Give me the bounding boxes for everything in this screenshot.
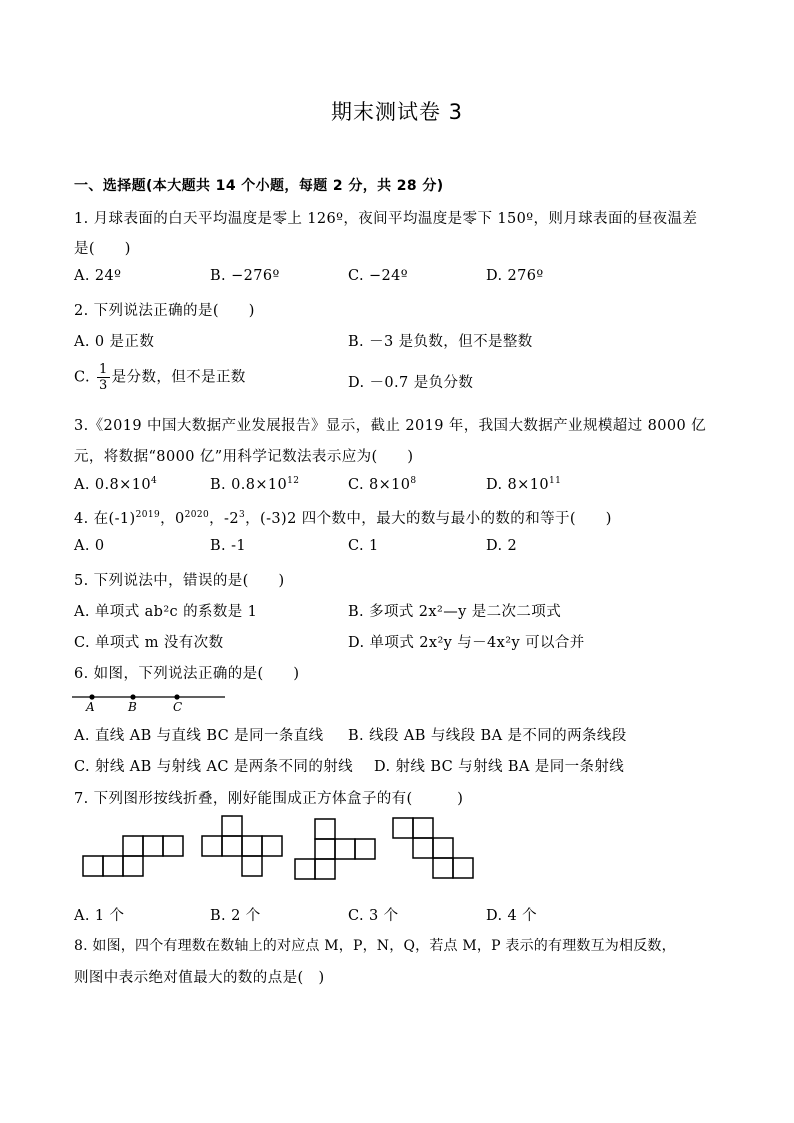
q2-option-d[interactable]: D. －0.7 是负分数 (348, 375, 474, 391)
q7-option-c[interactable]: C. 3 个 (348, 908, 399, 924)
point-a-label: A (86, 700, 95, 714)
q7-net-figure-1 (82, 835, 188, 879)
fraction-one-third (97, 362, 110, 393)
q2-stem: 2. 下列说法正确的是( ) (74, 303, 255, 319)
q3-option-a-exponent: 4 (150, 476, 158, 486)
q4-option-a[interactable]: A. 0 (74, 538, 105, 554)
q4-stem-part: ，0 (160, 511, 185, 527)
q4-stem (74, 507, 612, 528)
q6-option-a[interactable]: A. 直线 AB 与直线 BC 是同一条直线 (74, 728, 324, 744)
q1-option-b[interactable]: B. −276º (210, 268, 280, 284)
point-b-label: B (128, 700, 137, 714)
q1-option-d[interactable]: D. 276º (486, 268, 544, 284)
q7-option-d[interactable]: D. 4 个 (486, 908, 538, 924)
point-a (89, 694, 94, 699)
q4-option-d[interactable]: D. 2 (486, 538, 518, 554)
q4-stem-part: 2 四个数中，最大的数与最小的数的和等于( ) (287, 511, 612, 527)
q7-option-b[interactable]: B. 2 个 (210, 908, 261, 924)
q8-stem-line1: 8. 如图，四个有理数在数轴上的对应点 M，P，N，Q，若点 M，P 表示的有理数互为相反数， (74, 938, 676, 954)
fraction-denominator: 3 (99, 378, 108, 393)
point-c-label: C (173, 700, 183, 714)
q6-option-d[interactable]: D. 射线 BC 与射线 BA 是同一条射线 (374, 759, 625, 775)
q3-option-c-exponent: 8 (410, 476, 417, 486)
q5-option-b[interactable]: B. 多项式 2x²—y 是二次二项式 (348, 604, 562, 620)
q2-option-c-prefix: C. (74, 369, 95, 386)
q1-stem-line2: 是( ) (74, 241, 131, 257)
q5-option-a[interactable]: A. 单项式 ab²c 的系数是 1 (74, 604, 258, 620)
fraction-numerator: 1 (99, 362, 108, 377)
q1-option-c[interactable]: C. −24º (348, 268, 409, 284)
q1-stem-line1: 1. 月球表面的白天平均温度是零上 126º，夜间平均温度是零下 150º，则月球表面的昼夜温差 (74, 211, 698, 227)
q4-stem-part: ，-2 (209, 511, 239, 527)
q7-net-figure-4 (392, 817, 478, 881)
section-heading-choice: 一、选择题(本大题共 14 个小题，每题 2 分，共 28 分) (74, 178, 444, 194)
q3-option-d-base: D. 8×10 (486, 477, 549, 493)
q4-exponent: 2019 (135, 510, 161, 520)
q7-stem: 7. 下列图形按线折叠，刚好能围成正方体盒子的有( ) (74, 791, 464, 807)
page-title: 期末测试卷 3 (330, 100, 464, 124)
q5-option-c[interactable]: C. 单项式 m 没有次数 (74, 635, 224, 651)
q5-option-d[interactable]: D. 单项式 2x²y 与－4x²y 可以合并 (348, 635, 585, 651)
q3-option-d[interactable] (486, 476, 561, 493)
q2-option-c-text: 是分数，但不是正数 (111, 369, 246, 386)
q3-option-c[interactable] (348, 476, 417, 493)
q3-option-b[interactable] (210, 476, 299, 493)
q3-option-a[interactable] (74, 476, 157, 493)
q7-option-a[interactable]: A. 1 个 (74, 908, 125, 924)
q4-option-c[interactable]: C. 1 (348, 538, 379, 554)
q2-option-b[interactable]: B. －3 是负数，但不是整数 (348, 334, 533, 350)
q3-option-b-base: B. 0.8×10 (210, 477, 288, 493)
q7-net-figure-2 (201, 815, 287, 879)
q3-option-b-exponent: 12 (287, 476, 300, 486)
q3-option-a-base: A. 0.8×10 (74, 477, 151, 493)
q6-option-c[interactable]: C. 射线 AB 与射线 AC 是两条不同的射线 (74, 759, 354, 775)
q8-stem-line2: 则图中表示绝对值最大的数的点是( ) (74, 970, 325, 986)
q3-stem-line1: 3.《2019 中国大数据产业发展报告》显示，截止 2019 年，我国大数据产业规模超过 8000 亿 (74, 418, 706, 434)
q4-option-b[interactable]: B. -1 (210, 538, 246, 554)
q1-option-a[interactable]: A. 24º (74, 268, 122, 284)
q3-stem-line2: 元，将数据“8000 亿”用科学记数法表示应为( ) (74, 449, 414, 465)
q5-stem: 5. 下列说法中，错误的是( ) (74, 573, 285, 589)
q2-option-c[interactable] (74, 362, 246, 393)
q7-net-figure-3 (294, 818, 380, 882)
q6-stem: 6. 如图，下列说法正确的是( ) (74, 666, 300, 682)
q3-option-d-exponent: 11 (548, 476, 562, 486)
q2-option-a[interactable]: A. 0 是正数 (74, 334, 155, 350)
q6-option-b[interactable]: B. 线段 AB 与线段 BA 是不同的两条线段 (348, 728, 627, 744)
q4-exponent: 2020 (184, 510, 210, 520)
point-c (174, 694, 179, 699)
q3-option-c-base: C. 8×10 (348, 477, 411, 493)
point-b (130, 694, 135, 699)
q4-stem-part: 4. 在(-1) (74, 511, 136, 527)
q4-stem-part: ，(-3) (245, 511, 288, 527)
q4-exponent: 3 (238, 510, 246, 520)
q6-line-figure (70, 688, 230, 714)
